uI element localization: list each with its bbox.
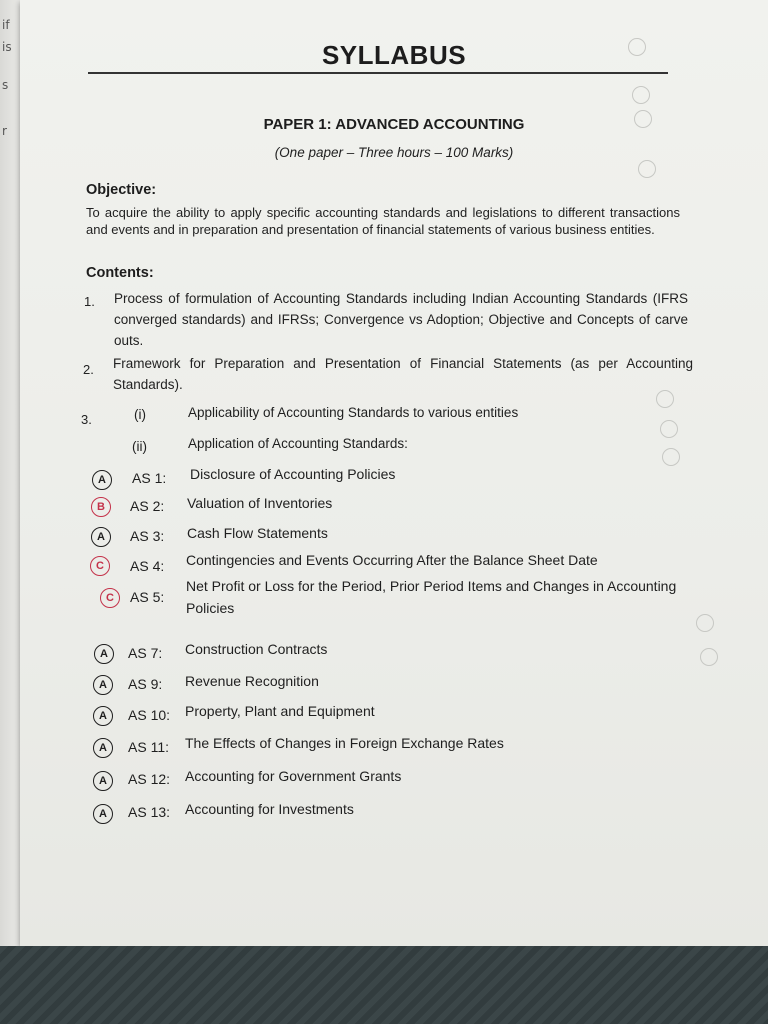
margin-letter: s [2,78,9,92]
sub-item-text: Application of Accounting Standards: [188,436,408,451]
objective-heading: Objective: [86,182,157,198]
standard-name: The Effects of Changes in Foreign Exchange Rates [185,735,504,751]
standard-name: Valuation of Inventories [187,495,333,511]
margin-letter: is [2,40,12,54]
standard-code: AS 9: [128,676,163,692]
mark-a-icon: A [92,470,112,490]
standard-name: Revenue Recognition [185,673,319,689]
item-number: 3. [81,412,92,427]
mark-a-icon: A [91,527,111,547]
standard-name: Property, Plant and Equipment [185,703,375,719]
bleed-through-mark [632,86,650,104]
standard-code: AS 1: [132,470,167,486]
standard-code: AS 3: [130,528,165,544]
standard-name: Contingencies and Events Occurring After the Balance Sheet Date [186,552,598,568]
standard-code: AS 7: [128,645,163,661]
standard-code: AS 13: [128,804,171,820]
margin-letter: if [2,18,10,32]
item-number: 1. [84,294,95,309]
standard-code: AS 10: [128,707,171,723]
contents-heading: Contents: [86,265,154,281]
syllabus-page [20,0,768,946]
paper-title: PAPER 1: ADVANCED ACCOUNTING [263,116,525,133]
standard-name: Disclosure of Accounting Policies [190,466,396,482]
title-underline [88,72,668,74]
standard-code: AS 12: [128,771,171,787]
contents-item-2: Framework for Preparation and Presentation of Financial Statements (as per Accounting Standards). [113,356,693,392]
standard-code: AS 11: [128,739,169,755]
bleed-through-mark [662,448,680,466]
background-surface [0,946,768,1024]
mark-a-icon: A [94,644,114,664]
objective-text: To acquire the ability to apply specific accounting standards and legislations to different transactions and events and in preparation and presentation of financial statements of various business entities. [86,205,680,237]
standard-name: Accounting for Investments [185,801,354,817]
contents-item-1: Process of formulation of Accounting Standards including Indian Accounting Standards (IFRS converged standards) and IFRSs; Convergence vs Adoption; Objective and Concepts of carve outs. [114,291,688,348]
sub-item-text: Applicability of Accounting Standards to various entities [188,405,519,420]
item-number: 2. [83,362,94,377]
mark-b-icon: B [91,497,111,517]
mark-c-icon: C [100,588,120,608]
sub-item-label: (i) [134,407,146,422]
bleed-through-mark [660,420,678,438]
bleed-through-mark [700,648,718,666]
mark-a-icon: A [93,675,113,695]
paper-subtitle: (One paper – Three hours – 100 Marks) [274,145,514,160]
mark-c-icon: C [90,556,110,576]
mark-a-icon: A [93,771,113,791]
margin-letter: r [2,124,7,138]
standard-name: Accounting for Government Grants [185,768,402,784]
mark-a-icon: A [93,738,113,758]
standard-name: Cash Flow Statements [187,525,328,541]
page-title: SYLLABUS [321,40,467,70]
mark-a-icon: A [93,706,113,726]
standard-name: Net Profit or Loss for the Period, Prior Period Items and Changes in Accounting Policies [186,578,677,616]
mark-a-icon: A [93,804,113,824]
bleed-through-mark [638,160,656,178]
standard-code: AS 5: [130,589,165,605]
standard-code: AS 4: [130,558,165,574]
standard-name: Construction Contracts [185,641,328,657]
standard-code: AS 2: [130,498,165,514]
sub-item-label: (ii) [132,439,147,454]
